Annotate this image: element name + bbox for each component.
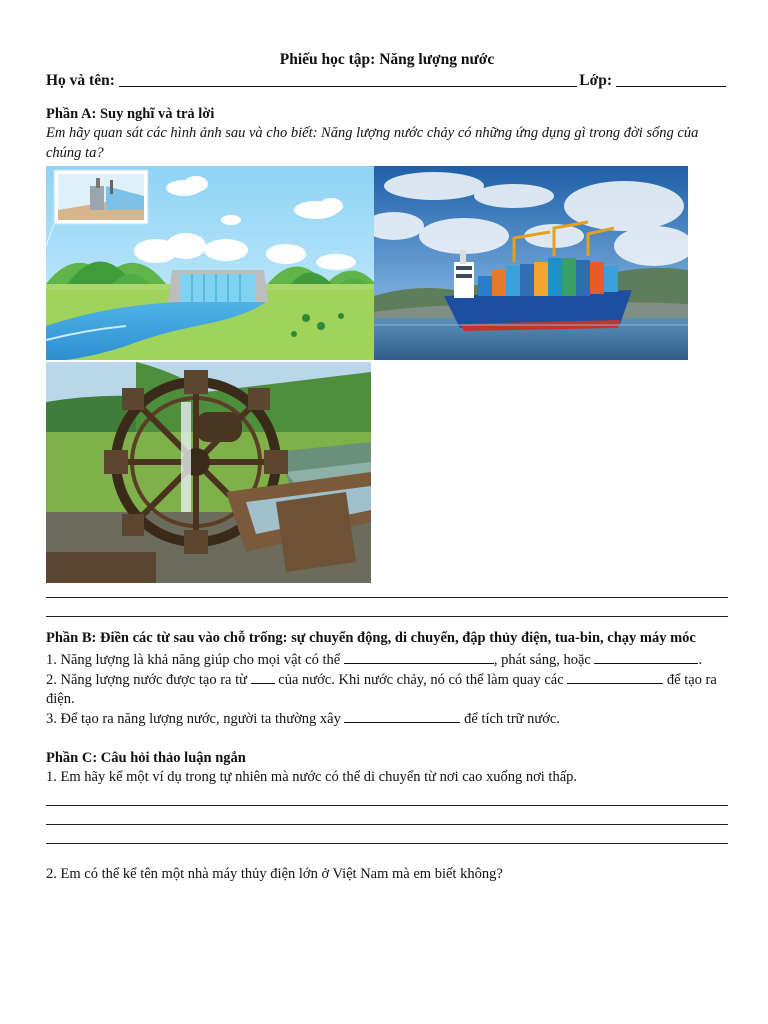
question-b2	[46, 671, 728, 710]
section-a-instruction: Em hãy quan sát các hình ảnh sau và cho biết: Năng lượng nước chảy có những ứng dụng gì trong đời sống của chúng ta?	[46, 125, 699, 161]
name-label: Họ và tên:	[46, 72, 115, 89]
class-blank[interactable]	[616, 71, 726, 87]
question-c1: 1. Em hãy kể một ví dụ trong tự nhiên mà nước có thể di chuyển từ nơi cao xuống nơi thấp.	[46, 769, 578, 785]
hydroelectric-dam-image	[46, 166, 374, 360]
worksheet-title: Phiếu học tập: Năng lượng nước	[279, 51, 495, 68]
question-b1-text-b: , phát sáng, hoặc	[493, 652, 591, 668]
answer-line-a1[interactable]	[46, 597, 728, 598]
worksheet	[46, 50, 728, 884]
class-label: Lớp:	[579, 72, 612, 89]
container-ship-photo-icon	[374, 166, 688, 360]
answer-line-a2[interactable]	[46, 616, 728, 617]
water-wheel-image	[46, 362, 371, 583]
blank-b3-1[interactable]	[344, 710, 460, 723]
question-b1	[46, 651, 728, 671]
hydroelectric-dam-illustration-icon	[46, 166, 374, 360]
blank-b2-2[interactable]	[567, 671, 663, 684]
question-b3-text-a: 3. Để tạo ra năng lượng nước, người ta thường xây	[46, 710, 341, 727]
blank-b2-1[interactable]	[251, 671, 275, 684]
blank-b1-1[interactable]	[344, 651, 494, 664]
answer-line-c1-1[interactable]	[46, 805, 728, 806]
question-b2-text-b: của nước. Khi nước chảy, nó có thể làm quay các	[278, 671, 564, 688]
section-b-heading: Phần B: Điền các từ sau vào chỗ trống: sự chuyển động, di chuyển, đập thủy điện, tua-bin, chạy máy móc	[46, 630, 696, 646]
question-b1-text-c: .	[698, 652, 703, 668]
student-info-row	[46, 71, 728, 91]
name-blank[interactable]	[119, 71, 577, 87]
question-b3-text-b: để tích trữ nước.	[464, 710, 560, 727]
section-a-heading: Phần A: Suy nghĩ và trả lời	[46, 106, 215, 122]
container-ship-image	[374, 166, 688, 360]
question-b2-text-c: để tạo ra điện.	[46, 671, 717, 707]
blank-b1-2[interactable]	[594, 651, 698, 664]
section-c-heading: Phần C: Câu hỏi thảo luận ngắn	[46, 750, 246, 766]
question-c2: 2. Em có thể kể tên một nhà máy thủy điện lớn ở Việt Nam mà em biết không?	[46, 865, 503, 882]
answer-line-c1-3[interactable]	[46, 843, 728, 844]
question-b1-text-a: 1. Năng lượng là khả năng giúp cho mọi vật có thể	[46, 652, 341, 668]
water-wheel-photo-icon	[46, 362, 371, 583]
question-b2-text-a: 2. Năng lượng nước được tạo ra từ	[46, 671, 248, 688]
question-b3	[46, 710, 728, 730]
answer-line-c1-2[interactable]	[46, 824, 728, 825]
image-gallery	[46, 166, 728, 584]
